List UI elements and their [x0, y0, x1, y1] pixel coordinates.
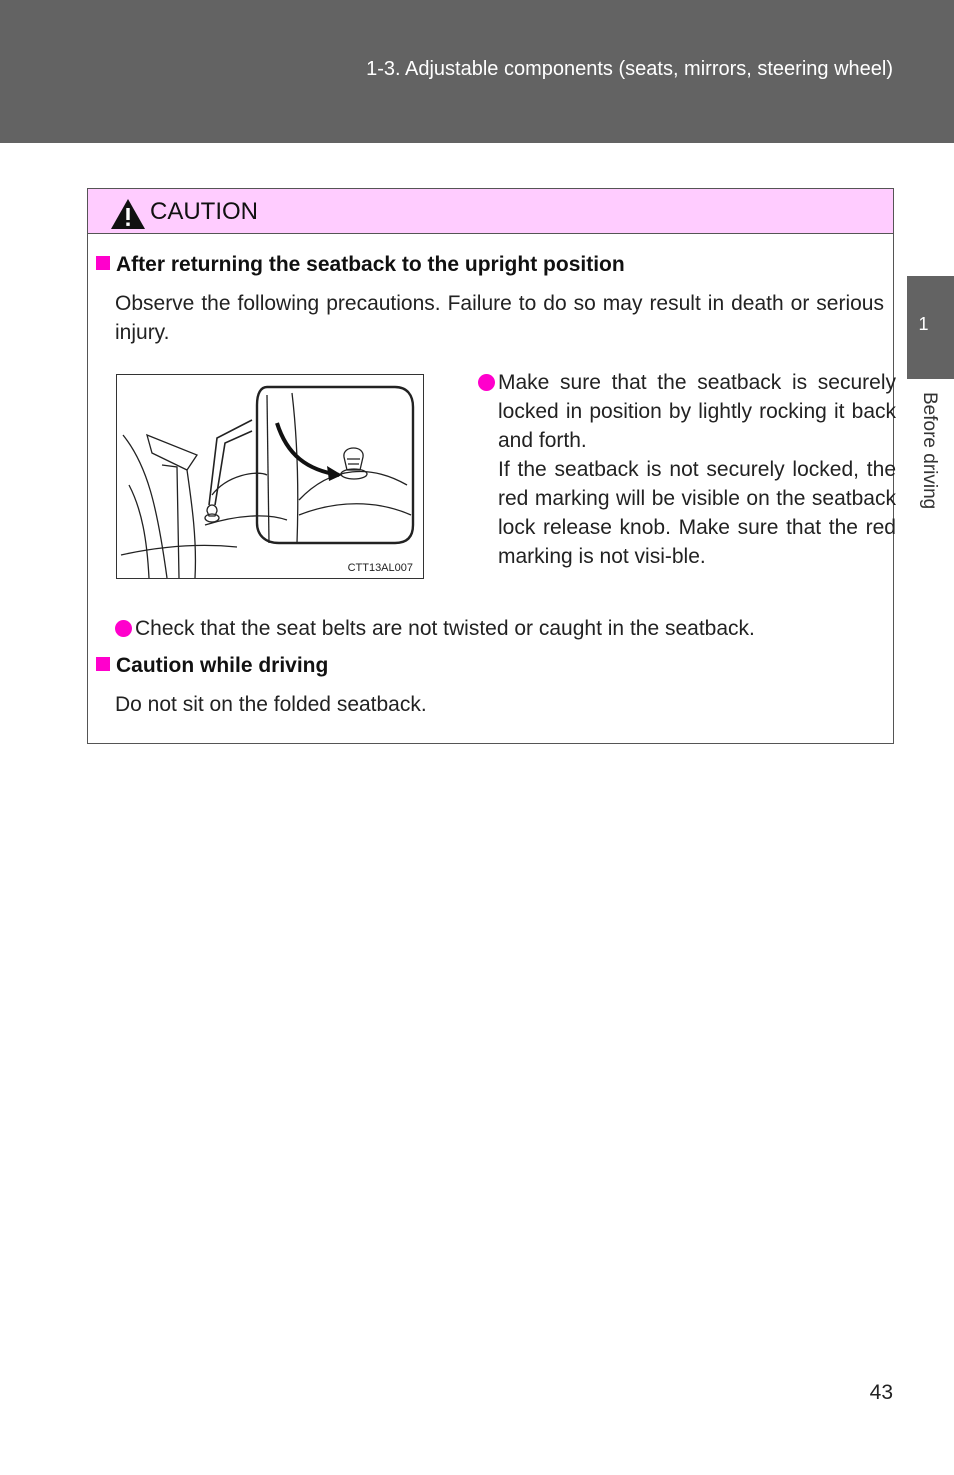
square-bullet-icon	[96, 657, 110, 671]
bullet-seatbelt-text: Check that the seat belts are not twisted or caught in the seatback.	[135, 617, 755, 640]
bullet-seatbelt-check	[115, 614, 884, 643]
circle-bullet-icon	[115, 620, 132, 637]
section-heading-driving: Caution while driving	[96, 654, 328, 678]
warning-triangle-icon	[110, 198, 146, 230]
page-header	[0, 0, 954, 143]
intro-paragraph: Observe the following precautions. Failure to do so may result in death or serious injury.	[115, 292, 884, 344]
figure-code: CTT13AL007	[347, 562, 413, 574]
bullet-red-marking-text: If the seatback is not securely locked, the red marking will be visible on the seatback lock release knob. Make sure that the red marking is not visi-ble.	[498, 458, 896, 568]
chapter-side-label: Before driving	[919, 392, 940, 510]
seat-illustration	[117, 375, 423, 578]
driving-paragraph: Do not sit on the folded seatback.	[115, 693, 427, 716]
caution-header	[88, 189, 893, 234]
chapter-title: 1-3. Adjustable components (seats, mirrors, steering wheel)	[366, 58, 893, 80]
caution-box	[87, 188, 894, 744]
circle-bullet-icon	[478, 374, 495, 391]
bullet-lock-text: Make sure that the seatback is securely locked in position by lightly rocking it back and forth.	[498, 371, 896, 452]
chapter-tab	[907, 276, 954, 379]
seatback-lock-illustration	[116, 374, 424, 579]
page-number: 43	[869, 1381, 893, 1404]
chapter-tab-number: 1	[918, 314, 929, 334]
square-bullet-icon	[96, 256, 110, 270]
section-heading-upright: After returning the seatback to the upright position	[96, 253, 625, 277]
caution-title: CAUTION	[150, 198, 258, 225]
bullet-lock-check	[478, 368, 896, 571]
